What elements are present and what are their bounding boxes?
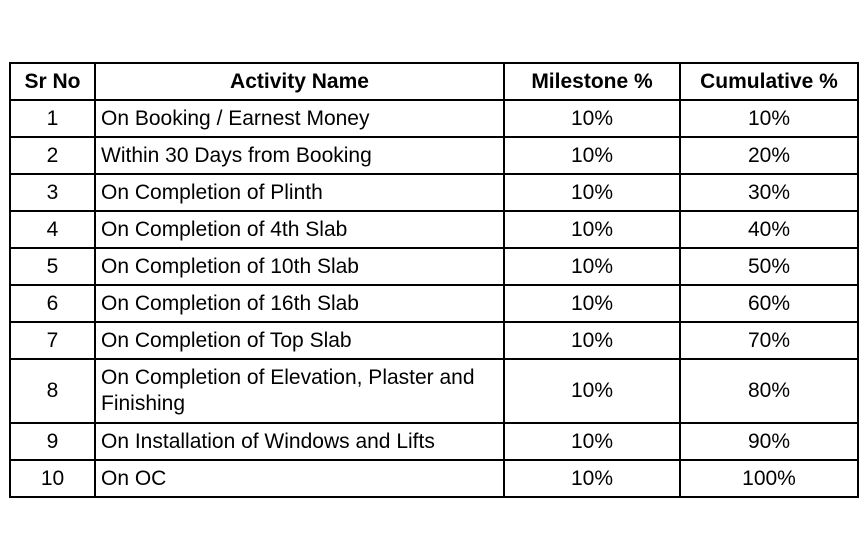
- cell-sr-no: 8: [10, 359, 95, 423]
- payment-schedule-table: [9, 62, 859, 498]
- table-row: [10, 174, 858, 211]
- cell-activity-name: On Completion of Top Slab: [95, 322, 504, 359]
- cell-cumulative: 80%: [680, 359, 858, 423]
- cell-sr-no: 2: [10, 137, 95, 174]
- cell-sr-no: 5: [10, 248, 95, 285]
- cell-cumulative: 10%: [680, 100, 858, 137]
- cell-milestone: 10%: [504, 322, 680, 359]
- cell-milestone: 10%: [504, 423, 680, 460]
- table-row: [10, 285, 858, 322]
- table-row: [10, 137, 858, 174]
- cell-milestone: 10%: [504, 285, 680, 322]
- cell-activity-name: On Completion of 10th Slab: [95, 248, 504, 285]
- cell-sr-no: 7: [10, 322, 95, 359]
- cell-milestone: 10%: [504, 137, 680, 174]
- cell-cumulative: 50%: [680, 248, 858, 285]
- header-milestone-percent: Milestone %: [504, 63, 680, 100]
- header-cumulative-percent: Cumulative %: [680, 63, 858, 100]
- cell-milestone: 10%: [504, 359, 680, 423]
- cell-cumulative: 30%: [680, 174, 858, 211]
- table-row: [10, 211, 858, 248]
- header-sr-no: Sr No: [10, 63, 95, 100]
- cell-sr-no: 6: [10, 285, 95, 322]
- cell-milestone: 10%: [504, 174, 680, 211]
- cell-activity-name: On Booking / Earnest Money: [95, 100, 504, 137]
- cell-milestone: 10%: [504, 248, 680, 285]
- cell-cumulative: 100%: [680, 460, 858, 497]
- table-row: [10, 359, 858, 423]
- cell-sr-no: 1: [10, 100, 95, 137]
- table-row: [10, 100, 858, 137]
- cell-activity-name: On Completion of Elevation, Plaster and Finishing: [95, 359, 504, 423]
- cell-cumulative: 60%: [680, 285, 858, 322]
- cell-sr-no: 9: [10, 423, 95, 460]
- header-activity-name: Activity Name: [95, 63, 504, 100]
- cell-activity-name: On Completion of 4th Slab: [95, 211, 504, 248]
- cell-cumulative: 70%: [680, 322, 858, 359]
- cell-sr-no: 3: [10, 174, 95, 211]
- cell-milestone: 10%: [504, 211, 680, 248]
- cell-activity-name: Within 30 Days from Booking: [95, 137, 504, 174]
- table-header-row: [10, 63, 858, 100]
- cell-sr-no: 4: [10, 211, 95, 248]
- cell-activity-name: On Completion of 16th Slab: [95, 285, 504, 322]
- table-row: [10, 423, 858, 460]
- table-row: [10, 322, 858, 359]
- cell-milestone: 10%: [504, 460, 680, 497]
- cell-cumulative: 40%: [680, 211, 858, 248]
- table-row: [10, 248, 858, 285]
- cell-milestone: 10%: [504, 100, 680, 137]
- cell-activity-name: On Installation of Windows and Lifts: [95, 423, 504, 460]
- cell-sr-no: 10: [10, 460, 95, 497]
- cell-cumulative: 90%: [680, 423, 858, 460]
- cell-activity-name: On Completion of Plinth: [95, 174, 504, 211]
- cell-activity-name: On OC: [95, 460, 504, 497]
- cell-cumulative: 20%: [680, 137, 858, 174]
- table-row: [10, 460, 858, 497]
